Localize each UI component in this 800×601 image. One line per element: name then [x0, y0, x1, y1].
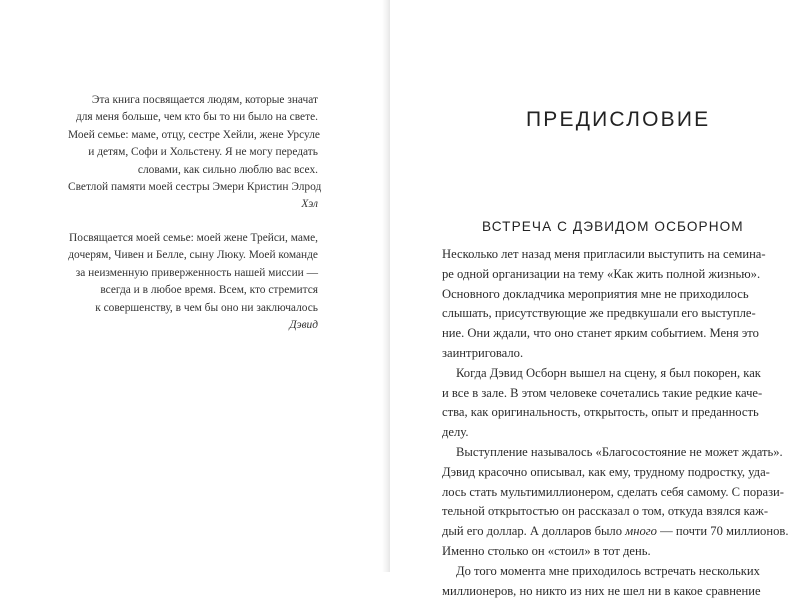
text-line: До того момента мне приходилось встречать нескольких: [456, 563, 760, 578]
body-text: [442, 245, 800, 601]
dedication-line: для меня больше, чем кто бы то ни было на свете.: [75, 111, 318, 124]
text-line: Именно столько он «стоил» в тот день.: [442, 543, 651, 558]
text-line: Выступление называлось «Благосостояние не может ждать».: [456, 444, 783, 459]
dedication-line: Светлой памяти моей сестры Эмери Кристин Элрод: [68, 181, 322, 194]
dedication-line: Посвящается моей семье: моей жене Трейси, маме,: [69, 232, 318, 244]
dedication-line: и детям, Софи и Хольстену. Я не могу передать: [88, 146, 318, 159]
left-page: [0, 0, 390, 572]
text-line: ние. Они ждали, что оно станет ярким событием. Меня это: [442, 326, 759, 341]
text-line: [442, 522, 800, 542]
dedication-line: словами, как сильно люблю вас всех.: [137, 163, 318, 176]
emphasis-text: много: [625, 524, 657, 539]
text-line: заинтриговало.: [442, 345, 524, 360]
text-line: слышать, присутствующие же предвкушали его выступле-: [442, 306, 756, 321]
text-line: миллионеров, но никто из них не шел ни в какое сравнение: [442, 583, 761, 598]
text-line: и все в зале. В этом человеке сочетались такие редкие каче-: [442, 385, 763, 400]
text-fragment: — почти 70 миллионов.: [656, 524, 789, 539]
dedication-signature: Хэл: [301, 198, 318, 211]
text-line: лось стать мультимиллионером, сделать себя самому. С порази-: [442, 484, 784, 499]
text-line: Дэвид красочно описывал, как ему, трудному подростку, уда-: [442, 464, 770, 479]
text-line: Когда Дэвид Осборн вышел на сцену, я был покорен, как: [456, 365, 761, 380]
dedication-block-1: [68, 92, 322, 214]
text-line: ре одной организации на тему «Как жить полной жизнью».: [442, 266, 761, 281]
text-line: Основного докладчика мероприятия мне не приходилось: [442, 286, 749, 301]
chapter-title: ПРЕДИСЛОВИЕ: [526, 108, 711, 131]
dedication-line: к совершенству, в чем бы оно ни заключалось: [95, 301, 318, 314]
section-title: ВСТРЕЧА С ДЭВИДОМ ОСБОРНОМ: [482, 219, 744, 234]
text-line: ства, как оригинальность, открытость, опыт и преданность: [442, 405, 759, 420]
text-line: делу.: [442, 425, 469, 440]
text-fragment: дый его доллар. А долларов было: [442, 524, 626, 539]
dedication-line: за неизменную приверженность нашей миссии —: [75, 266, 318, 279]
dedication-line: дочерям, Чивен и Белле, сыну Люку. Моей команде: [68, 249, 318, 262]
dedication-line: всегда и в любое время. Всем, кто стремится: [100, 284, 318, 297]
dedication-block-2: [68, 230, 318, 334]
right-page: [390, 0, 800, 598]
dedication-line: Моей семье: маме, отцу, сестре Хейли, жене Урсуле: [68, 128, 320, 141]
book-gutter: [382, 0, 390, 572]
dedication-line: Эта книга посвящается людям, которые значат: [91, 94, 318, 106]
text-line: Несколько лет назад меня пригласили выступить на семина-: [442, 247, 766, 261]
text-line: тельной открытостью он рассказал о том, откуда взялся каж-: [442, 504, 769, 519]
dedication-signature: Дэвид: [289, 319, 318, 332]
